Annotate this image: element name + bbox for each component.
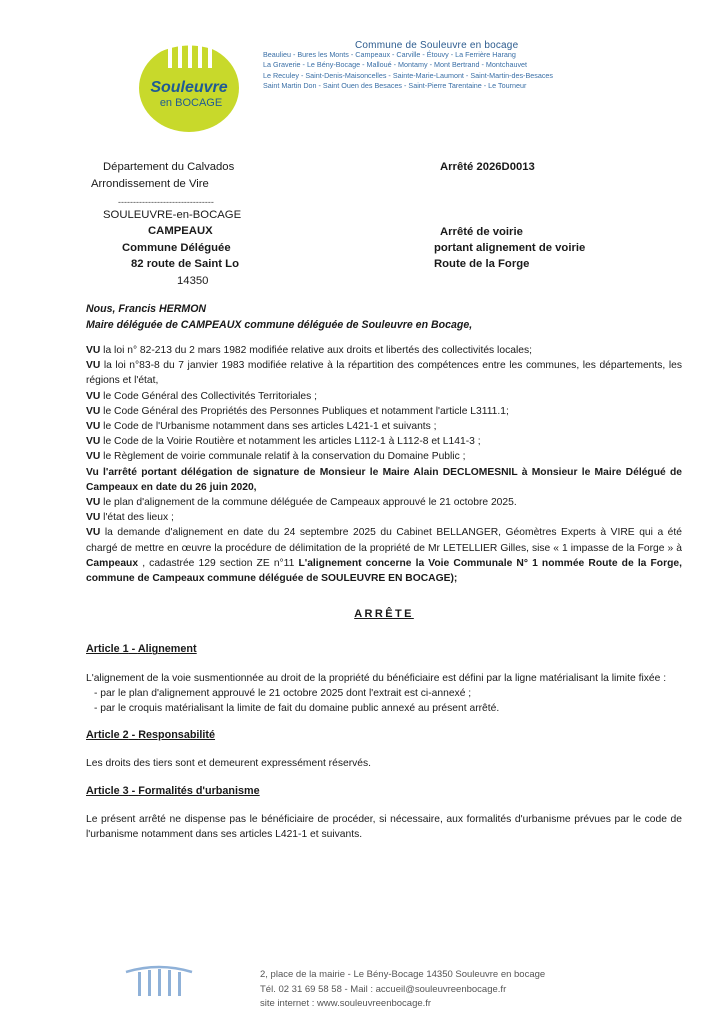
vu-item: VU le Code de la Voirie Routière et notamment les articles L112-1 à L112-8 et L141-3 ;: [86, 436, 481, 448]
article-text: L'alignement de la voie susmentionnée au droit de la propriété du bénéficiaire est défini par la ligne matérialisant la limite fixée :: [86, 672, 667, 684]
departement: Département du Calvados: [103, 161, 235, 173]
subject-line: portant alignement de voirie: [434, 242, 586, 254]
commune-title: Commune de Souleuvre en bocage: [355, 40, 519, 51]
logo-text-1: Souleuvre: [150, 79, 228, 96]
article-text: Les droits des tiers sont et demeurent expressément réservés.: [86, 758, 372, 770]
vu-item: VU le plan d'alignement de la commune déléguée de Campeaux approuvé le 21 octobre 2025.: [86, 497, 517, 509]
vu-item: VU la loi n° 82-213 du 2 mars 1982 modifiée relative aux droits et libertés des collectivités locales;: [86, 345, 532, 356]
footer-contact: Tél. 02 31 69 58 58 - Mail : accueil@souleuvreenbocage.fr: [260, 983, 507, 995]
article-bullet: - par le plan d'alignement approuvé le 21 octobre 2025 dont l'extrait est ci-annexé ;: [94, 687, 472, 699]
subject-line: Arrêté de voirie: [440, 226, 523, 238]
vu-item: VU le Code Général des Collectivités Territoriales ;: [86, 390, 318, 402]
postcode: 14350: [177, 275, 209, 287]
intro-line: Nous, Francis HERMON: [86, 303, 207, 315]
article-title: Article 3 - Formalités d'urbanisme: [86, 784, 260, 797]
communes-line: La Graverie - Le Bény-Bocage - Malloué - Montamy - Mont Bertrand - Montchauvet: [263, 60, 528, 70]
intro-line: Maire déléguée de CAMPEAUX commune déléguée de Souleuvre en Bocage,: [86, 318, 473, 331]
arrete-heading: ARRÊTE: [354, 608, 414, 621]
vu-item: VU le Code de l'Urbanisme notamment dans ses articles L421-1 et suivants ;: [86, 421, 437, 433]
subject-line: Route de la Forge: [434, 258, 530, 270]
intro: [86, 302, 682, 333]
communes-line: Le Reculey - Saint-Denis-Maisoncelles - Sainte-Marie-Laumont - Saint-Martin-des-Besaces: [263, 70, 554, 80]
vu-item: VU l'état des lieux ;: [86, 512, 174, 524]
document-body: [86, 302, 682, 842]
footer: [260, 968, 545, 1012]
commune-name: SOULEUVRE-en-BOCAGE: [103, 209, 242, 221]
vu-item: VU le Code Général des Propriétés des Personnes Publiques et notamment l'article L3111.1;: [86, 405, 509, 417]
article-bullet: - par le croquis matérialisant la limite de fait du domaine public annexé au présent arrêté.: [94, 703, 500, 715]
separator: --------------------------------: [118, 197, 214, 207]
arrete-number: Arrêté 2026D0013: [440, 161, 535, 173]
vu-item: VU le Règlement de voirie communale relatif à la conservation du Domaine Public ;: [86, 451, 466, 463]
logo-text-2: en BOCAGE: [159, 97, 223, 109]
deleguee-name: CAMPEAUX: [148, 225, 213, 237]
vu-item: VU la loi n°83-8 du 7 janvier 1983 modifiée relative à la répartition des compétences entre les communes, les départements, les régions et l'état,: [86, 360, 682, 387]
article-title: Article 1 - Alignement: [86, 643, 197, 656]
arrondissement: Arrondissement de Vire: [91, 178, 209, 190]
vu-item: VU la demande d'alignement en date du 24 septembre 2025 du Cabinet BELLANGER, Géomètres Experts à VIRE qui a été chargé de mettre en œuvre la procédure de délimitation de la propriété de Mr LETELLIER Gilles, sise « 1 impasse de la Forge » à Campeaux , cadastrée 129 section ZE n°11 L'alignement concerne la Voie Communale N° 1 nommée Route de la Forge, commune de Campeaux commune déléguée de SOULEUVRE EN BOCAGE);: [86, 527, 682, 585]
vu-item: Vu l'arrêté portant délégation de signature de Monsieur le Maire Alain DECLOMESNIL à Monsieur le Maire Délégué de Campeaux en date du 26 juin 2020,: [86, 466, 682, 493]
address: 82 route de Saint Lo: [131, 258, 239, 270]
footer-address: 2, place de la mairie - Le Bény-Bocage 14350 Souleuvre en bocage: [260, 969, 546, 980]
footer-website: site internet : www.souleuvreenbocage.fr: [260, 998, 432, 1009]
communes-line: Saint Martin Don - Saint Ouen des Besaces - Saint-Pierre Tarentaine - Le Tourneur: [263, 81, 527, 91]
communes-line: Beaulieu - Bures les Monts - Campeaux - Carville - Étouvy - La Ferrière Harang: [263, 50, 516, 59]
footer-bridge-icon: [124, 962, 194, 1002]
communes-list: [263, 50, 648, 92]
article-text: Le présent arrêté ne dispense pas le bénéficiaire de procéder, si nécessaire, aux formalités d'urbanisme prévues par le code de l'urbanisme notamment dans ses articles L421-1 et suivants.: [86, 813, 682, 841]
souleuvre-logo: [134, 26, 244, 134]
deleguee-label: Commune Déléguée: [122, 242, 231, 254]
article-title: Article 2 - Responsabilité: [86, 729, 216, 742]
